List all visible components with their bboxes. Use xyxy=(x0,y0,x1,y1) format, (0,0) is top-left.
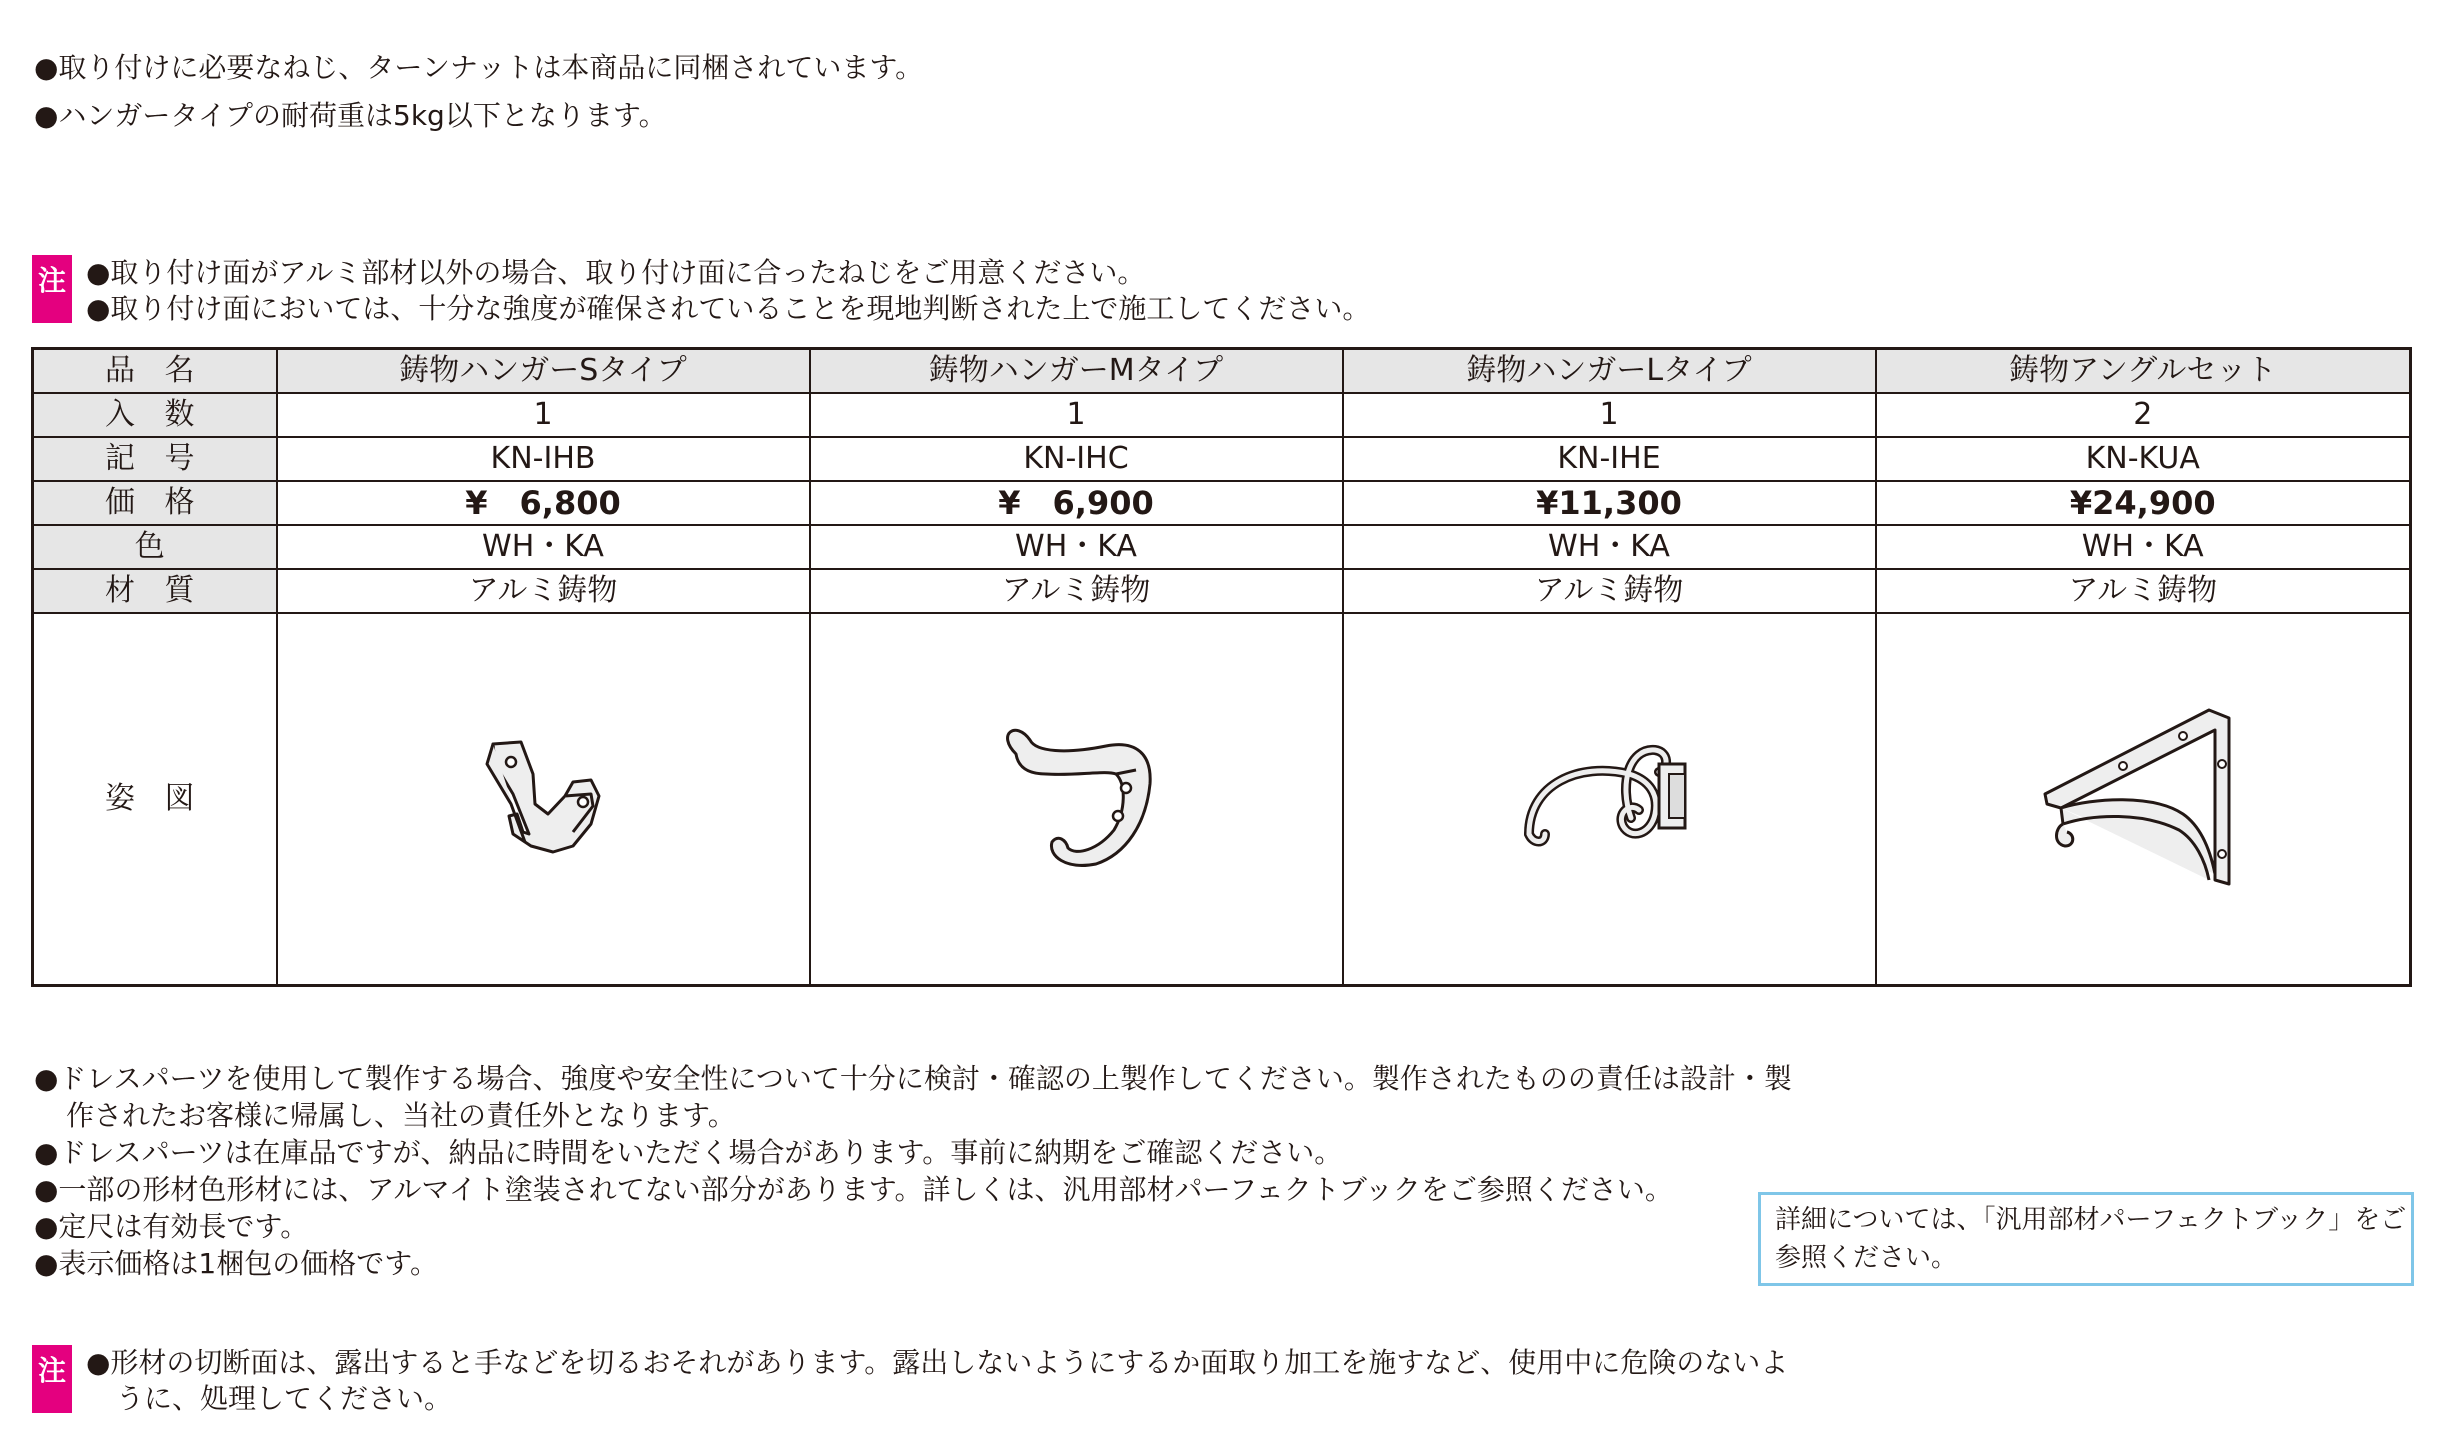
row-label-code: 記 号 xyxy=(33,437,277,481)
row-label-qty: 入 数 xyxy=(33,393,277,437)
row-label-price: 価 格 xyxy=(33,481,277,525)
product-qty: 1 xyxy=(277,393,810,437)
product-price: ¥24,900 xyxy=(1876,481,2411,525)
product-code: KN-IHB xyxy=(277,437,810,481)
row-label-color: 色 xyxy=(33,525,277,569)
top-notes xyxy=(34,44,923,140)
angle-bracket-icon xyxy=(2033,704,2253,894)
product-color: WH・KA xyxy=(1343,525,1876,569)
reference-line: 詳細については、「汎用部材パーフェクトブック」をご xyxy=(1775,1205,2407,1235)
caution-badge: 注 xyxy=(32,1345,72,1413)
caution-line: ●取り付け面がアルミ部材以外の場合、取り付け面に合ったねじをご用意ください。 xyxy=(86,256,1146,289)
bottom-notes xyxy=(34,1060,1792,1282)
product-color: WH・KA xyxy=(810,525,1343,569)
note-line: ●取り付けに必要なねじ、ターンナットは本商品に同梱されています。 xyxy=(34,51,924,84)
product-qty: 1 xyxy=(810,393,1343,437)
product-code: KN-KUA xyxy=(1876,437,2411,481)
reference-line: 参照ください。 xyxy=(1775,1243,1958,1273)
row-label-name: 品 名 xyxy=(33,349,277,394)
product-spec-table xyxy=(31,347,2412,987)
hanger-l-icon xyxy=(1519,744,1699,854)
note-line: ●ハンガータイプの耐荷重は5kg以下となります。 xyxy=(34,99,667,132)
reference-box xyxy=(1758,1192,2414,1286)
hanger-m-icon xyxy=(986,724,1166,874)
product-qty: 2 xyxy=(1876,393,2411,437)
product-color: WH・KA xyxy=(277,525,810,569)
product-code: KN-IHE xyxy=(1343,437,1876,481)
caution-line: うに、処理してください。 xyxy=(116,1382,453,1415)
note-line: ●一部の形材色形材には、アルマイト塗装されてない部分があります。詳しくは、汎用部材パーフェクトブックをご参照ください。 xyxy=(34,1173,1673,1206)
row-label-material: 材 質 xyxy=(33,569,277,613)
caution-badge: 注 xyxy=(32,255,72,323)
product-material: アルミ鋳物 xyxy=(1343,569,1876,613)
product-material: アルミ鋳物 xyxy=(277,569,810,613)
row-label-figure: 姿 図 xyxy=(33,613,277,986)
table-row-material xyxy=(33,569,2411,613)
product-figure-cell xyxy=(810,613,1343,986)
product-price: ¥ 6,900 xyxy=(810,481,1343,525)
product-qty: 1 xyxy=(1343,393,1876,437)
table-row-qty xyxy=(33,393,2411,437)
product-name: 鋳物ハンガーLタイプ xyxy=(1343,349,1876,394)
product-name: 鋳物ハンガーMタイプ xyxy=(810,349,1343,394)
note-line: ●定尺は有効長です。 xyxy=(34,1210,309,1243)
note-line: ●ドレスパーツを使用して製作する場合、強度や安全性について十分に検討・確認の上製作してください。製作されたものの責任は設計・製 xyxy=(34,1062,1792,1095)
product-figure-cell xyxy=(1876,613,2411,986)
table-row-price xyxy=(33,481,2411,525)
product-material: アルミ鋳物 xyxy=(810,569,1343,613)
product-price: ¥ 6,800 xyxy=(277,481,810,525)
hanger-s-icon xyxy=(473,734,613,864)
caution-text xyxy=(86,255,1370,327)
table-row-code xyxy=(33,437,2411,481)
product-material: アルミ鋳物 xyxy=(1876,569,2411,613)
product-price: ¥11,300 xyxy=(1343,481,1876,525)
product-figure-cell xyxy=(277,613,810,986)
caution-text xyxy=(86,1345,1788,1417)
note-line: ●ドレスパーツは在庫品ですが、納品に時間をいただく場合があります。事前に納期をご確認ください。 xyxy=(34,1136,1343,1169)
caution-line: ●取り付け面においては、十分な強度が確保されていることを現地判断された上で施工してください。 xyxy=(86,292,1371,325)
table-row-figure xyxy=(33,613,2411,986)
table-row-color xyxy=(33,525,2411,569)
table-row-name xyxy=(33,349,2411,394)
note-line: ●表示価格は1梱包の価格です。 xyxy=(34,1247,439,1280)
product-figure-cell xyxy=(1343,613,1876,986)
caution-line: ●形材の切断面は、露出すると手などを切るおそれがあります。露出しないようにするか面取り加工を施すなど、使用中に危険のないよ xyxy=(86,1346,1789,1379)
product-color: WH・KA xyxy=(1876,525,2411,569)
product-name: 鋳物ハンガーSタイプ xyxy=(277,349,810,394)
note-line: 作されたお客様に帰属し、当社の責任外となります。 xyxy=(66,1099,736,1132)
product-code: KN-IHC xyxy=(810,437,1343,481)
product-name: 鋳物アングルセット xyxy=(1876,349,2411,394)
